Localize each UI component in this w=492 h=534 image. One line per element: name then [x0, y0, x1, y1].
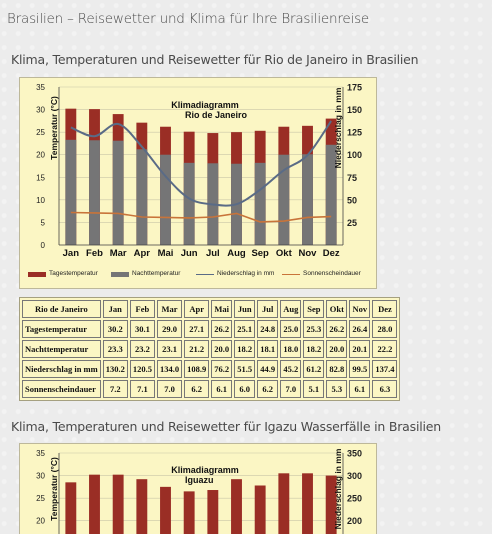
y-left-tick-label: 10	[36, 195, 45, 205]
bar-tagestemperatur	[278, 473, 289, 534]
bar-tagestemperatur	[113, 475, 124, 534]
x-tick-label: Dez	[322, 248, 340, 259]
line-niederschlag	[71, 121, 331, 206]
y-left-tick-label: 35	[36, 449, 45, 458]
line-sonnenscheindauer	[71, 212, 331, 221]
y-right-tick-label: 125	[347, 127, 363, 138]
bar-nachttemperatur	[184, 163, 195, 245]
chart-title: Klimadiagramm	[171, 100, 239, 110]
y-left-axis-label: Temperatur (°C)	[49, 96, 59, 160]
chart-subtitle: Iguazu	[185, 475, 214, 485]
table-cell: 137.4	[372, 360, 397, 378]
y-left-tick-label: 25	[36, 128, 45, 138]
section-heading-iguazu: Klima, Temperaturen und Reisewetter für Igazu Wasserfälle in Brasilien	[11, 419, 441, 434]
x-tick-label: Mar	[109, 248, 127, 259]
table-cell: 18.0	[280, 340, 301, 358]
page-title: Brasilien – Reisewetter und Klima für Ihre Brasilienreise	[7, 11, 370, 27]
table-row	[22, 320, 397, 338]
climate-chart-iguazu	[19, 443, 377, 534]
table-cell: 25.1	[234, 320, 255, 338]
bar-tagestemperatur	[65, 482, 76, 534]
y-left-tick-label: 5	[40, 218, 45, 228]
table-cell: 6.3	[372, 380, 397, 398]
x-tick-label: Okt	[275, 248, 292, 259]
table-cell: 27.1	[184, 320, 209, 338]
table-row-label: Tagestemperatur	[22, 320, 101, 338]
table-month: Nov	[349, 300, 370, 318]
table-corner: Rio de Janeiro	[22, 300, 101, 318]
y-left-tick-label: 30	[36, 471, 45, 481]
table-cell: 21.2	[184, 340, 209, 358]
table-cell: 5.3	[326, 380, 347, 398]
table-cell: 7.0	[280, 380, 301, 398]
table-month: Okt	[326, 300, 347, 318]
bar-nachttemperatur	[89, 140, 100, 245]
table-cell: 61.2	[303, 360, 324, 378]
table-cell: 25.0	[280, 320, 301, 338]
legend-tages: Tagestemperatur	[49, 270, 98, 277]
x-tick-label: Jul	[205, 248, 220, 259]
bar-tagestemperatur	[207, 490, 218, 534]
table-cell: 134.0	[157, 360, 182, 378]
table-cell: 20.0	[211, 340, 232, 358]
table-cell: 23.2	[130, 340, 155, 358]
climate-table-rio	[19, 297, 400, 401]
table-cell: 6.0	[234, 380, 255, 398]
y-right-tick-label: 75	[347, 172, 358, 183]
bar-nachttemperatur	[160, 155, 171, 245]
table-cell: 30.2	[103, 320, 128, 338]
table-month: Mar	[157, 300, 182, 318]
table-month: Dez	[372, 300, 397, 318]
table-cell: 51.5	[234, 360, 255, 378]
table-cell: 7.2	[103, 380, 128, 398]
table-cell: 6.2	[184, 380, 209, 398]
y-right-axis-label: Niederschlag in mm	[333, 87, 343, 169]
table-row	[22, 380, 397, 398]
legend-nacht: Nachttemperatur	[132, 270, 181, 277]
bar-tagestemperatur	[231, 479, 242, 534]
table-month: Mai	[211, 300, 232, 318]
chart-subtitle: Rio de Janeiro	[185, 110, 248, 120]
table-cell: 120.5	[130, 360, 155, 378]
table-cell: 130.2	[103, 360, 128, 378]
table-cell: 30.1	[130, 320, 155, 338]
climate-chart-iguazu-svg	[20, 444, 376, 534]
y-right-tick-label: 200	[347, 516, 363, 527]
table-cell: 26.2	[211, 320, 232, 338]
legend-sonne: Sonnenscheindauer	[303, 270, 361, 277]
x-tick-label: Feb	[86, 248, 103, 259]
table-cell: 25.3	[303, 320, 324, 338]
table-cell: 99.5	[349, 360, 370, 378]
chart-title: Klimadiagramm	[171, 465, 239, 475]
table-month: Sep	[303, 300, 324, 318]
x-tick-label: Mai	[157, 248, 174, 259]
x-tick-label: Jan	[62, 248, 80, 259]
table-cell: 20.0	[326, 340, 347, 358]
table-row-label: Niederschlag in mm	[22, 360, 101, 378]
x-tick-label: Nov	[298, 248, 317, 259]
x-tick-label: Apr	[133, 248, 151, 259]
table-month: Jul	[257, 300, 278, 318]
table-cell: 7.0	[157, 380, 182, 398]
y-right-tick-label: 100	[347, 150, 363, 161]
table-cell: 23.3	[103, 340, 128, 358]
table-cell: 18.2	[303, 340, 324, 358]
y-right-tick-label: 350	[347, 448, 363, 459]
table-cell: 45.2	[280, 360, 301, 378]
bar-nachttemperatur	[65, 140, 76, 245]
table-cell: 6.1	[211, 380, 232, 398]
table-row	[22, 360, 397, 378]
table-cell: 6.2	[257, 380, 278, 398]
y-right-tick-label: 150	[347, 105, 363, 116]
y-left-tick-label: 30	[36, 105, 45, 115]
y-left-tick-label: 20	[36, 516, 45, 526]
bar-tagestemperatur	[89, 475, 100, 534]
bar-nachttemperatur	[302, 154, 313, 245]
x-tick-label: Jun	[180, 248, 198, 259]
table-row-label: Sonnenscheindauer	[22, 380, 101, 398]
table-cell: 26.2	[326, 320, 347, 338]
legend-niederschlag: Niederschlag in mm	[217, 270, 275, 277]
table-month: Jan	[103, 300, 128, 318]
y-left-tick-label: 15	[36, 173, 45, 183]
y-right-tick-label: 250	[347, 493, 363, 504]
table-row-label: Nachttemperatur	[22, 340, 101, 358]
y-right-tick-label: 300	[347, 471, 363, 482]
y-left-tick-label: 0	[40, 241, 45, 250]
chart-legend	[20, 268, 376, 282]
y-left-tick-label: 20	[36, 150, 45, 160]
table-cell: 26.4	[349, 320, 370, 338]
table-header-row	[22, 300, 397, 318]
x-tick-label: Aug	[227, 248, 246, 259]
table-cell: 108.9	[184, 360, 209, 378]
table-cell: 18.1	[257, 340, 278, 358]
bar-nachttemperatur	[136, 149, 147, 245]
table-cell: 76.2	[211, 360, 232, 378]
table-month: Apr	[184, 300, 209, 318]
table-row	[22, 340, 397, 358]
table-month: Jun	[234, 300, 255, 318]
table-cell: 7.1	[130, 380, 155, 398]
bar-tagestemperatur	[255, 486, 266, 534]
x-tick-label: Sep	[251, 248, 269, 259]
bar-tagestemperatur	[302, 473, 313, 534]
table-cell: 82.8	[326, 360, 347, 378]
table-cell: 20.1	[349, 340, 370, 358]
bar-nachttemperatur	[113, 141, 124, 245]
table-cell: 6.1	[349, 380, 370, 398]
y-right-tick-label: 175	[347, 82, 363, 93]
table-cell: 28.0	[372, 320, 397, 338]
bar-tagestemperatur	[160, 487, 171, 534]
climate-chart-rio-svg	[20, 78, 376, 268]
y-left-tick-label: 35	[36, 83, 45, 92]
table-cell: 44.9	[257, 360, 278, 378]
y-right-axis-label: Niederschlag in mm	[333, 448, 343, 530]
y-right-tick-label: 25	[347, 217, 358, 228]
bar-tagestemperatur	[184, 491, 195, 534]
bar-nachttemperatur	[255, 163, 266, 245]
table-cell: 23.1	[157, 340, 182, 358]
table-cell: 22.2	[372, 340, 397, 358]
bar-tagestemperatur	[136, 479, 147, 534]
table-cell: 18.2	[234, 340, 255, 358]
table-cell: 24.8	[257, 320, 278, 338]
table-cell: 29.0	[157, 320, 182, 338]
y-left-tick-label: 25	[36, 494, 45, 504]
section-heading-rio: Klima, Temperaturen und Reisewetter für Rio de Janeiro in Brasilien	[11, 52, 419, 67]
y-left-axis-label: Temperatur (°C)	[49, 457, 59, 521]
table-month: Aug	[280, 300, 301, 318]
climate-chart-rio	[19, 77, 377, 289]
y-right-tick-label: 50	[347, 195, 358, 206]
table-cell: 5.1	[303, 380, 324, 398]
table-month: Feb	[130, 300, 155, 318]
